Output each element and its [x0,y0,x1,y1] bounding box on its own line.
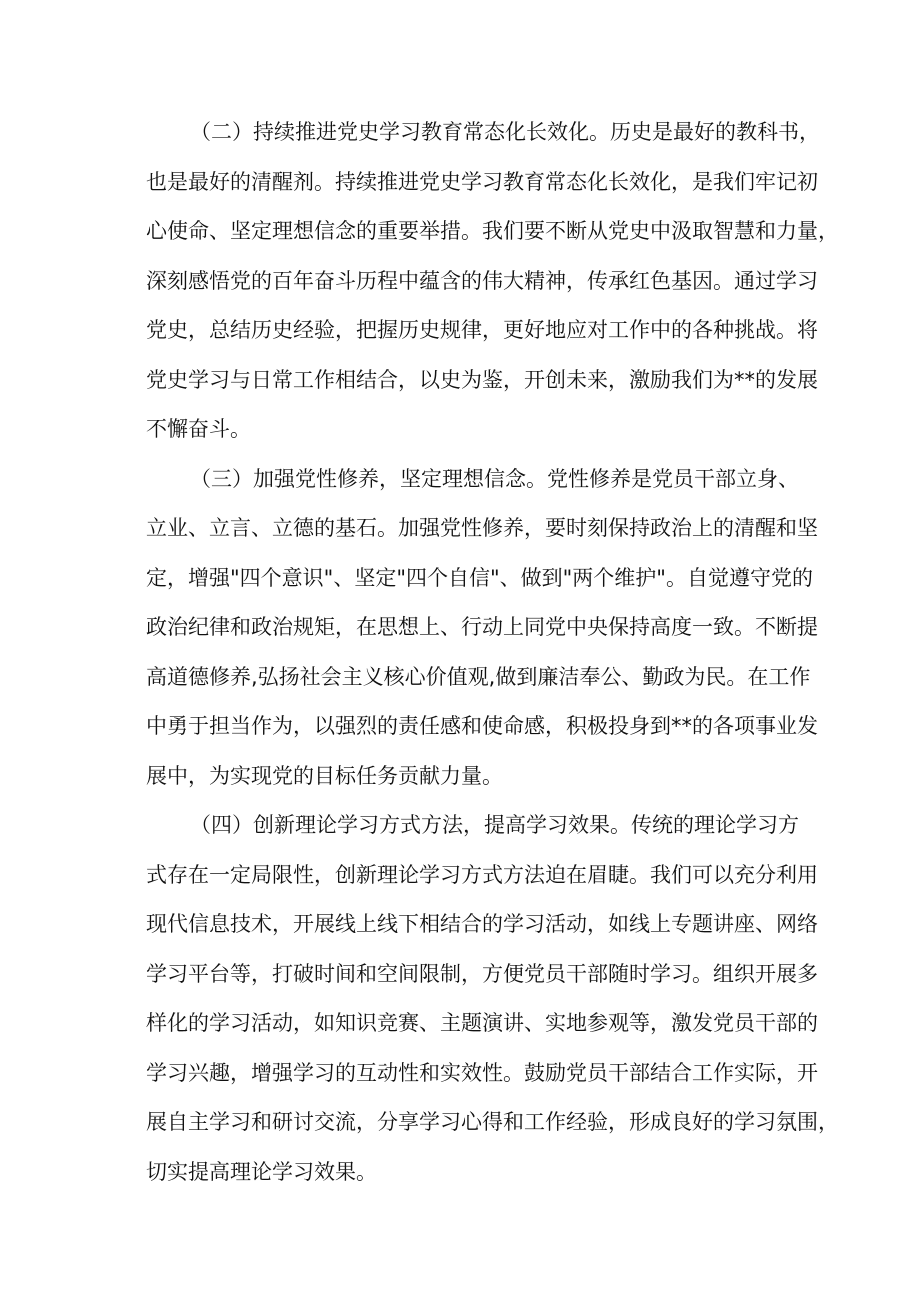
paragraph-3-line-3: 现代信息技术，开展线上线下相结合的学习活动，如线上专题讲座、网络 [146,912,818,936]
paragraph-3-line-4: 学习平台等，打破时间和空间限制，方便党员干部随时学习。组织开展多 [146,962,818,986]
paragraph-1-line-4: 深刻感悟党的百年奋斗历程中蕴含的伟大精神，传承红色基因。通过学习 [146,269,818,293]
paragraph-3-line-1: （四）创新理论学习方式方法，提高学习效果。传统的理论学习方 [190,813,799,837]
paragraph-2-line-6: 中勇于担当作为，以强烈的责任感和使命感，积极投身到**的各项事业发 [146,714,818,738]
paragraph-2-line-1: （三）加强党性修养，坚定理想信念。党性修养是党员干部立身、 [190,467,799,491]
paragraph-3-line-7: 展自主学习和研讨交流，分享学习心得和工作经验，形成良好的学习氛围， [146,1110,839,1134]
paragraph-2-line-7: 展中，为实现党的目标任务贡献力量。 [146,764,503,788]
paragraph-2-line-4: 政治纪律和政治规矩，在思想上、行动上同党中央保持高度一致。不断提 [146,615,818,639]
paragraph-1-line-7: 不懈奋斗。 [146,417,251,441]
paragraph-1-line-2: 也是最好的清醒剂。持续推进党史学习教育常态化长效化，是我们牢记初 [146,170,818,194]
paragraph-3-line-8: 切实提高理论学习效果。 [146,1160,377,1184]
paragraph-2-line-2: 立业、立言、立德的基石。加强党性修养，要时刻保持政治上的清醒和坚 [146,516,818,540]
paragraph-3-line-5: 样化的学习活动，如知识竞赛、主题演讲、实地参观等，激发党员干部的 [146,1011,818,1035]
paragraph-3-line-6: 学习兴趣，增强学习的互动性和实效性。鼓励党员干部结合工作实际，开 [146,1061,818,1085]
paragraph-2-line-3: 定，增强"四个意识"、坚定"四个自信"、做到"两个维护"。自觉遵守党的 [146,566,813,590]
paragraph-3-line-2: 式存在一定局限性，创新理论学习方式方法迫在眉睫。我们可以充分利用 [146,863,818,887]
paragraph-1-line-5: 党史，总结历史经验，把握历史规律，更好地应对工作中的各种挑战。将 [146,318,818,342]
paragraph-1-line-3: 心使命、坚定理想信念的重要举措。我们要不断从党史中汲取智慧和力量， [146,219,839,243]
paragraph-1-line-1: （二）持续推进党史学习教育常态化长效化。历史是最好的教科书， [190,120,820,144]
paragraph-2-line-5: 高道德修养,弘扬社会主义核心价值观,做到廉洁奉公、勤政为民。在工作 [146,665,811,689]
paragraph-1-line-6: 党史学习与日常工作相结合，以史为鉴，开创未来，激励我们为**的发展 [146,368,818,392]
